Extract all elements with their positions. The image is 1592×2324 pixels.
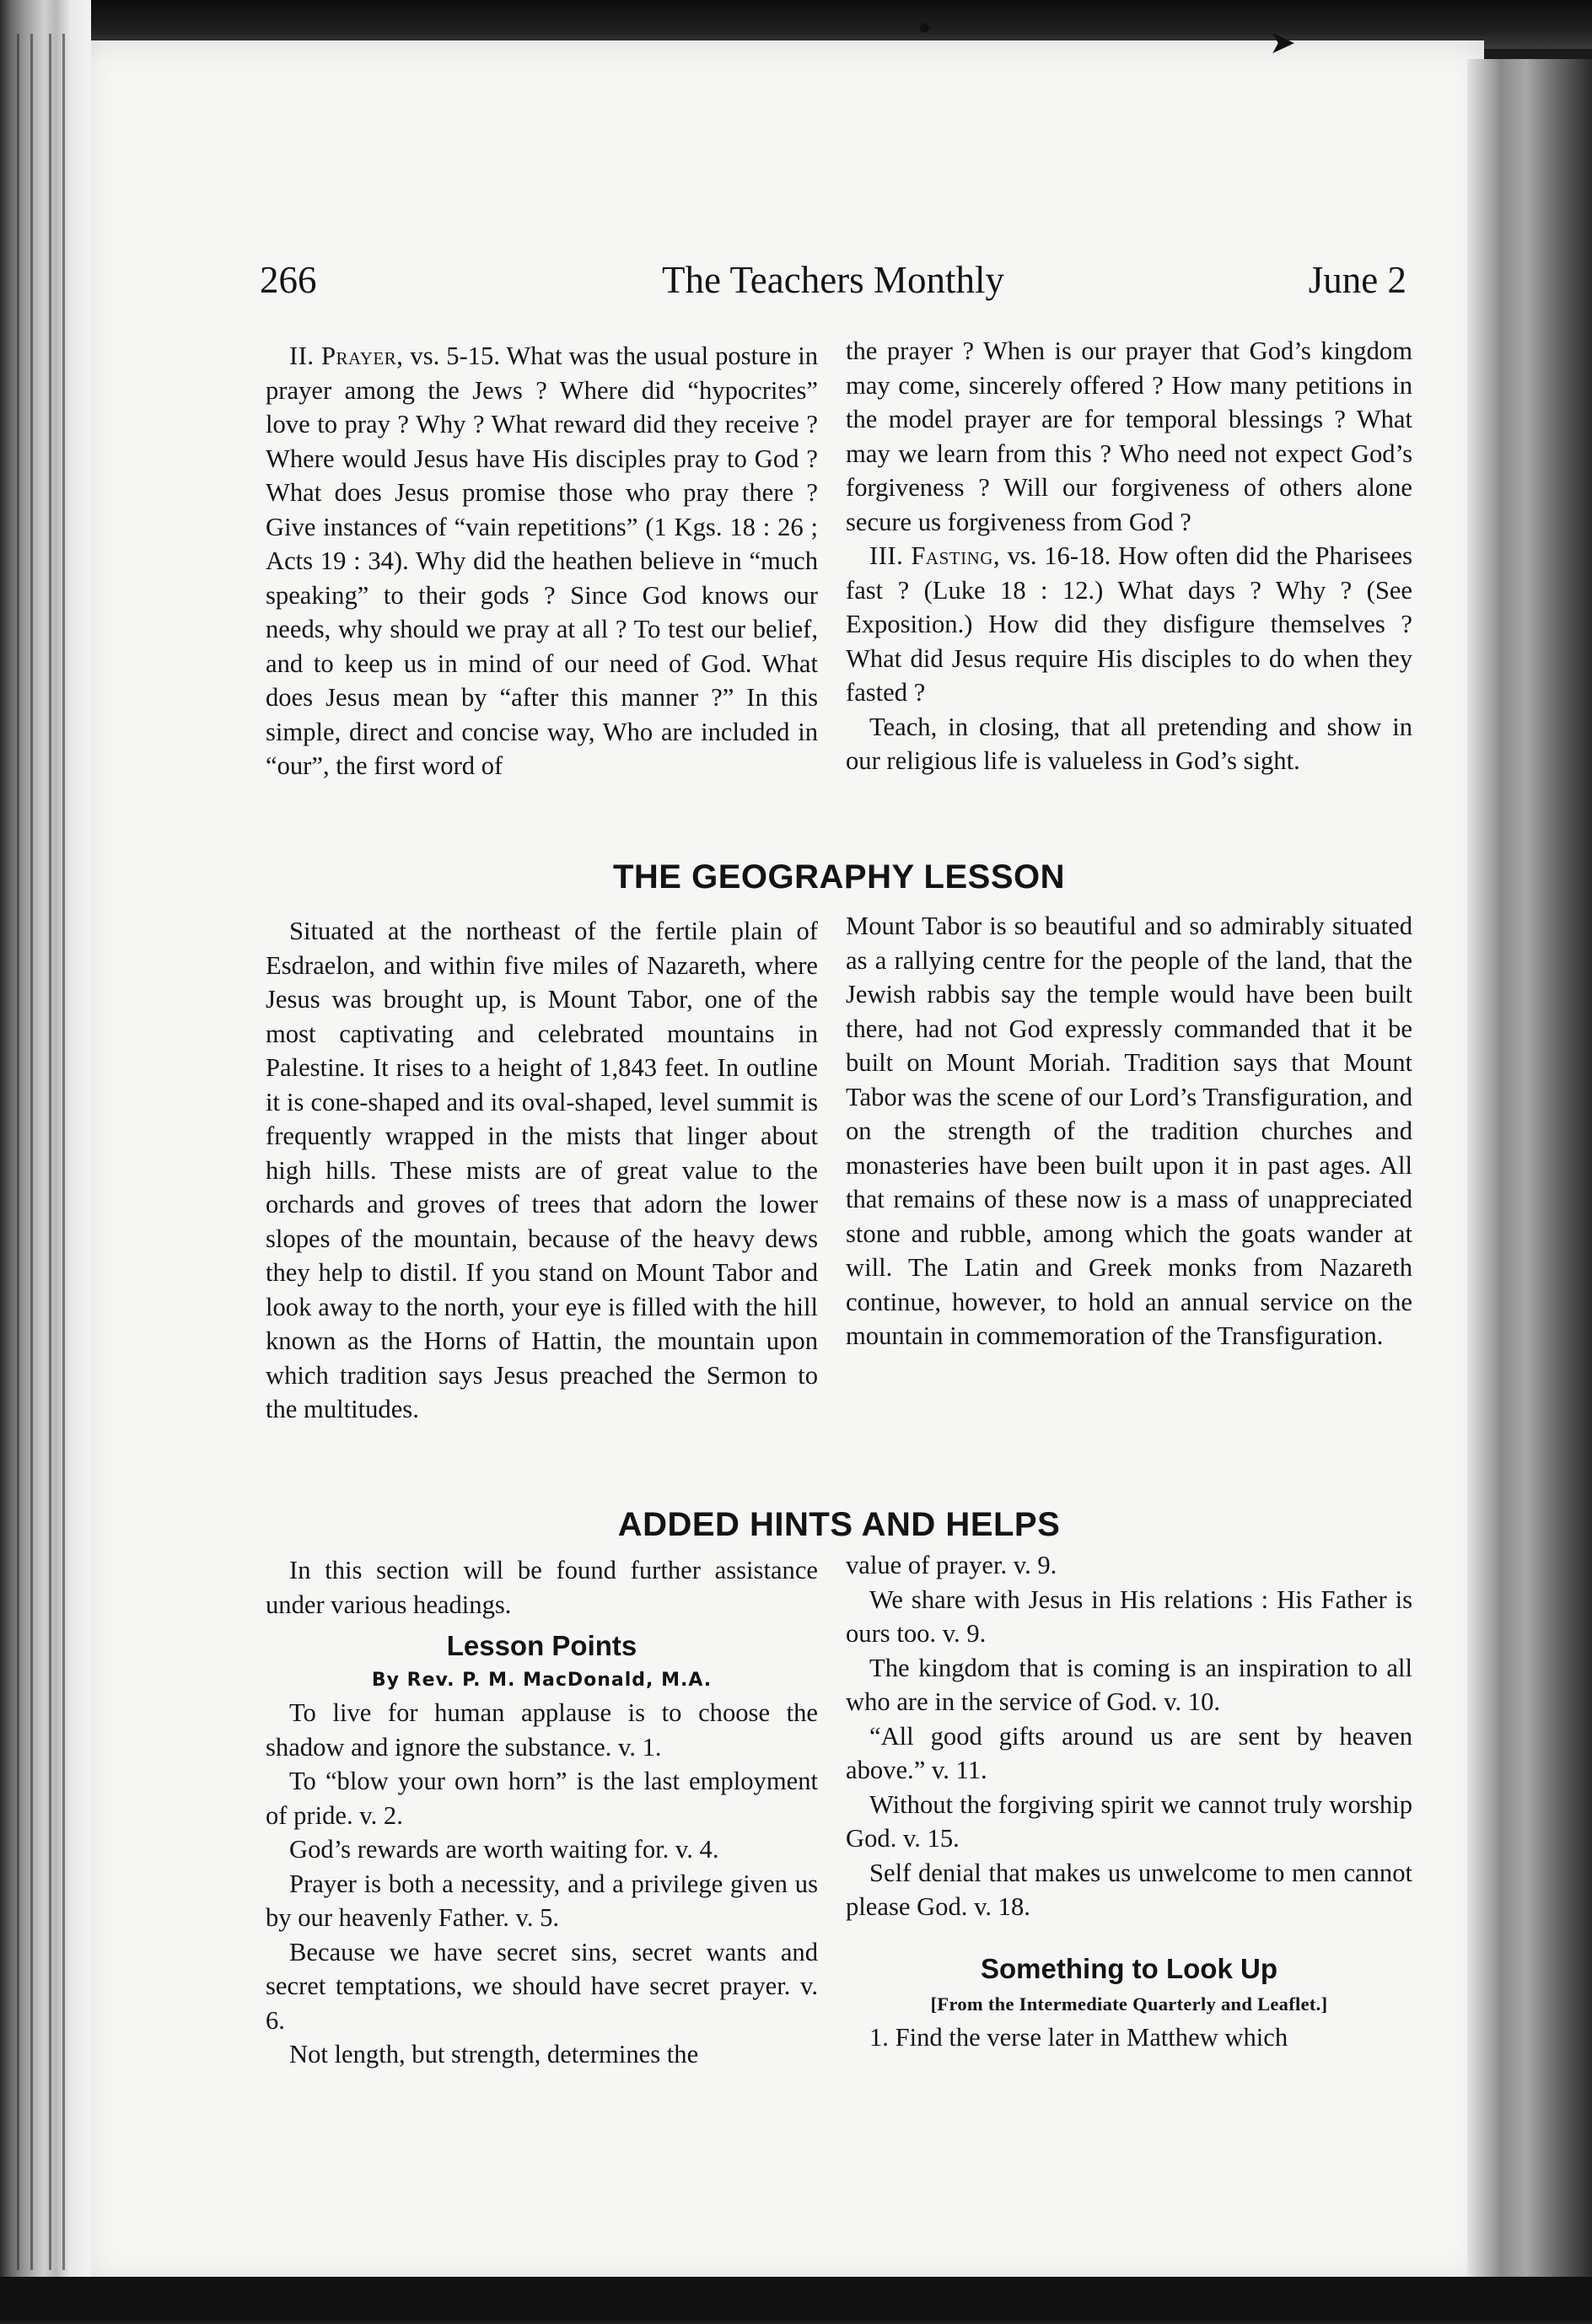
hints-left-column [266, 1553, 818, 2072]
prayer-left-column [266, 339, 818, 783]
prayer-continuation: the prayer ? When is our prayer that God’s kingdom may come, sincerely offered ? How many petitions in the model prayer are for temporal blessings ? What may we learn from this ? Who need not expect God’s forgiveness ? Will our forgiveness of others alone secure us forgiveness from God ? [846, 336, 1412, 536]
geography-heading: THE GEOGRAPHY LESSON [612, 858, 1065, 896]
prayer-text: vs. 5-15. What was the usual posture in prayer among the Jews ? Where did “hypocrites” love to pray ? Why ? What reward did they receive ? Where would Jesus have His disciples pray to God ? What does Jesus promise those who pray there ? Give instances of “vain repetitions” (1 Kgs. 18 : 26 ; Acts 19 : 34). Why did the heathen believe in “much speaking” to their gods ? Since God knows our needs, why should we pray at all ? To test our belief, and to keep us in mind of our need of God. What does Jesus mean by “after this manner ?” In this simple, direct and concise way, Who are included in “our”, the first word of [266, 342, 818, 780]
book-spine-edge [0, 0, 91, 2321]
lesson-points-title: Lesson Points [446, 1630, 637, 1661]
page-number: 266 [260, 259, 317, 301]
geography-left-column [266, 914, 818, 1427]
lesson-points-byline: By Rev. P. M. MacDonald, M.A. [371, 1670, 713, 1691]
fasting-paragraph [846, 539, 1412, 710]
lesson-point: Without the forgiving spirit we cannot truly worship God. v. 15. [846, 1789, 1412, 1853]
lesson-point: God’s rewards are worth waiting for. v. 4. [289, 1835, 719, 1864]
issue-date: June 2 [1308, 259, 1406, 301]
lesson-point: “All good gifts around us are sent by heaven above.” v. 11. [846, 1721, 1412, 1784]
lesson-point: To live for human applause is to choose the shadow and ignore the substance. v. 1. [266, 1698, 818, 1762]
scan-arrow-mark: ➤ [1269, 24, 1296, 61]
journal-title: The Teachers Monthly [662, 259, 1004, 301]
lesson-point: Not length, but strength, determines the [289, 2040, 699, 2068]
geography-right-text: Mount Tabor is so beautiful and so admirably situated as a rallying centre for the people of the land, that the Jewish rabbis say the temple would have been built there, had not God expressly commanded that it be built on Mount Moriah. Tradition says that Mount Tabor was the scene of our Lord’s Transfiguration, and on the strength of the tradition churches and monasteries have been built upon it in past ages. All that remains of these now is a mass of unappreciated stone and rubble, among which the goats wander at will. The Latin and Greek monks from Nazareth continue, however, to hold an annual service on the mountain in commemoration of the Transfiguration. [846, 912, 1412, 1350]
scan-bottom-margin [0, 2277, 1592, 2321]
look-up-source: [From the Intermediate Quarterly and Leaflet.] [930, 1993, 1328, 2015]
scan-bottom-mark: ❦ [809, 2287, 836, 2324]
lesson-point-continuation: value of prayer. v. 9. [846, 1551, 1057, 1579]
hints-right-column [846, 1548, 1412, 2054]
page-fore-edge [1467, 59, 1592, 2285]
geography-left-text: Situated at the northeast of the fertile plain of Esdraelon, and within five miles of Nazareth, where Jesus was brought up, is Mount Tabor, one of the most captivating and celebrated mountains in Palestine. It rises to a height of 1,843 feet. In outline it is cone-shaped and its oval-shaped, level summit is frequently wrapped in the mists that linger about high hills. These mists are of great value to the orchards and groves of trees that adorn the lower slopes of the mountain, because of the heavy dews they help to distil. If you stand on Mount Tabor and look away to the north, your eye is filled with the hill known as the Horns of Hattin, the mountain upon which tradition says Jesus preached the Sermon to the multitudes. [266, 917, 818, 1423]
look-up-item: 1. Find the verse later in Matthew which [869, 2022, 1288, 2052]
look-up-title: Something to Look Up [981, 1952, 1277, 1984]
lesson-point: Because we have secret sins, secret wants and secret temptations, we should have secret prayer. v. 6. [266, 1937, 818, 2035]
lesson-point: Self denial that makes us unwelcome to men cannot please God. v. 18. [846, 1858, 1412, 1921]
prayer-lead: II. Prayer, [289, 342, 404, 370]
prayer-right-column [846, 334, 1412, 778]
lesson-point: To “blow your own horn” is the last employment of pride. v. 2. [266, 1767, 818, 1830]
page-header [260, 253, 1406, 312]
hints-heading: ADDED HINTS AND HELPS [617, 1506, 1061, 1543]
lesson-point: The kingdom that is coming is an inspiration to all who are in the service of God. v. 10. [846, 1653, 1412, 1716]
lesson-point: We share with Jesus in His relations : His Father is ours too. v. 9. [846, 1584, 1412, 1648]
prayer-paragraph [266, 339, 818, 783]
fasting-text: vs. 16-18. How often did the Pharisees fast ? (Luke 18 : 12.) What days ? Why ? (See Exposition.) How did they disfigure themselves ? What did Jesus require His disciples to do when they fasted ? [846, 541, 1412, 707]
geography-right-column [846, 909, 1412, 1353]
closing-paragraph: Teach, in closing, that all pretending and show in our religious life is valueless in God’s sight. [846, 712, 1412, 775]
lesson-point: Prayer is both a necessity, and a privilege given us by our heavenly Father. v. 5. [266, 1869, 818, 1932]
fasting-lead: III. Fasting, [869, 541, 1001, 570]
hints-intro: In this section will be found further assistance under various headings. [266, 1556, 818, 1619]
scan-speck-mark: • [915, 10, 934, 47]
